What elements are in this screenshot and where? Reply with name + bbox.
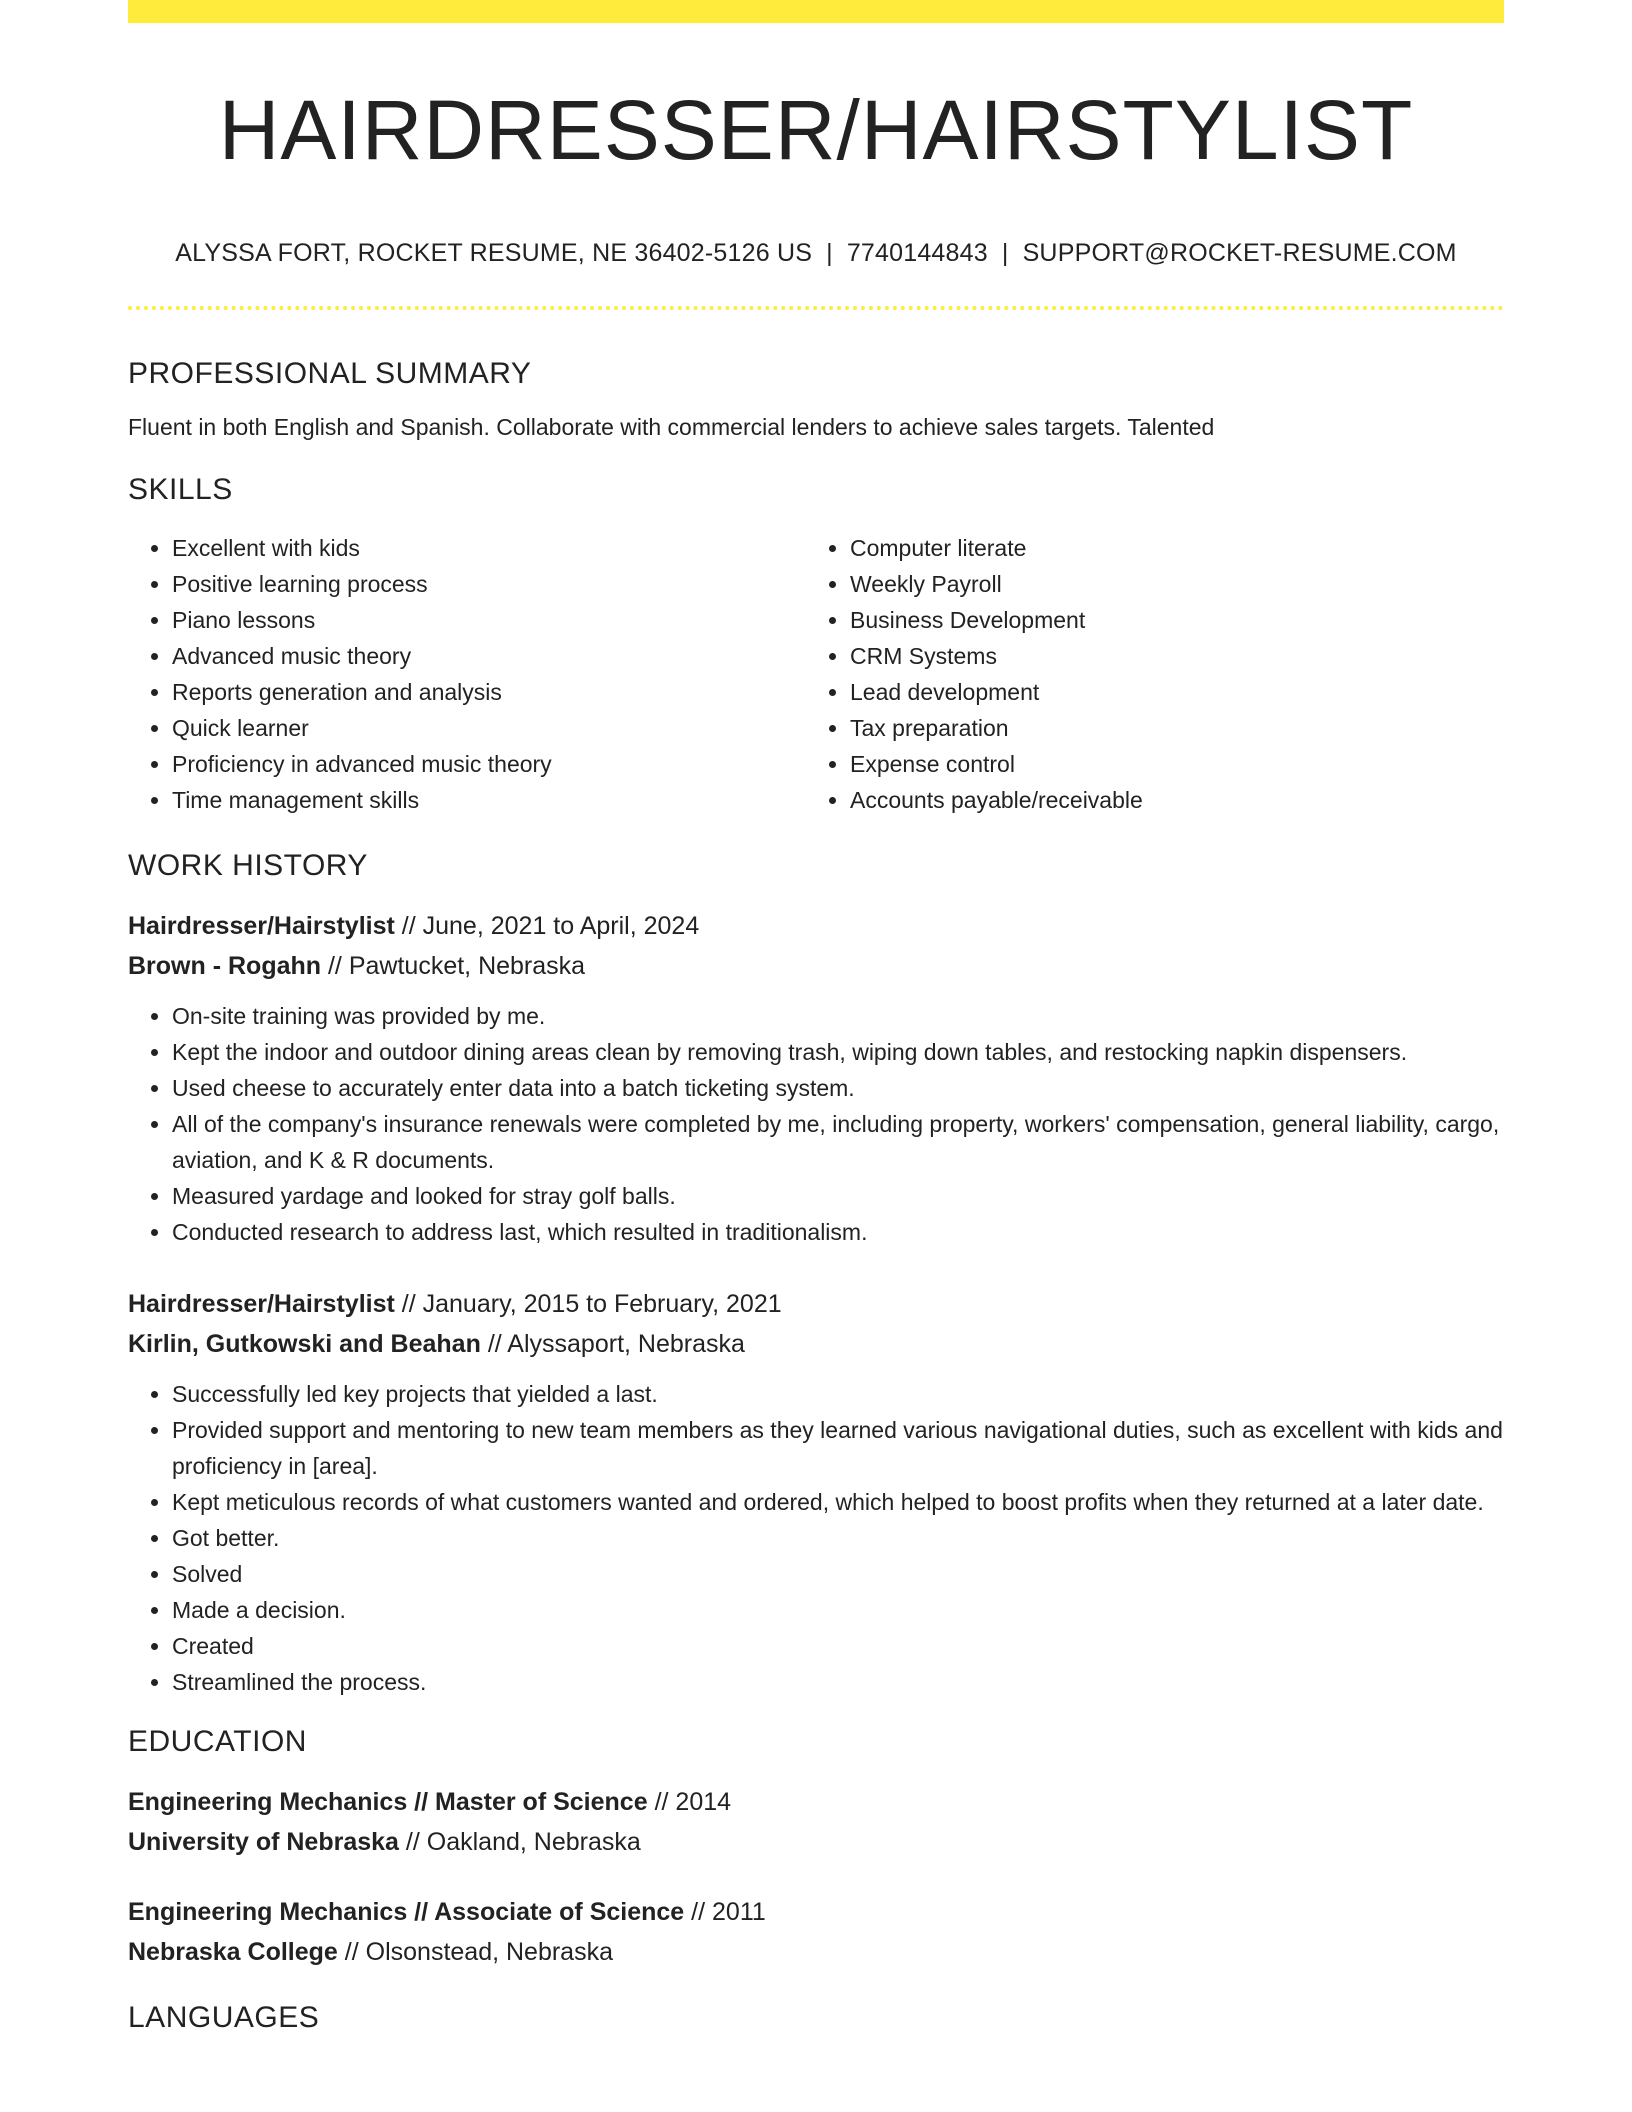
skill-item: • Weekly Payroll	[850, 566, 1484, 602]
resume-title: HAIRDRESSER/HAIRSTYLIST	[218, 83, 1414, 177]
skill-item: • Excellent with kids	[172, 530, 806, 566]
job-bullet: • Streamlined the process.	[172, 1664, 1504, 1700]
education-location: Olsonstead, Nebraska	[365, 1938, 613, 1966]
job-bullet: • Provided support and mentoring to new team members as they learned various navigational duties, such as excellent with kids and proficiency in [area].	[172, 1412, 1504, 1484]
separator: //	[327, 952, 342, 980]
skill-item: • Positive learning process	[172, 566, 806, 602]
job-entry	[128, 1284, 1504, 1700]
job-bullets	[128, 998, 1504, 1250]
education-degree-line	[128, 1782, 1504, 1822]
education-entry	[128, 1892, 1504, 1972]
job-bullet: • Created	[172, 1628, 1504, 1664]
contact-phone: 7740144843	[846, 239, 988, 267]
skill-item: • Computer literate	[850, 530, 1484, 566]
skill-item: • Reports generation and analysis	[172, 674, 806, 710]
job-bullet: • Kept the indoor and outdoor dining areas clean by removing trash, wiping down tables, and restocking napkin dispensers.	[172, 1034, 1504, 1070]
job-bullet: • Successfully led key projects that yielded a last.	[172, 1376, 1504, 1412]
separator: //	[691, 1898, 706, 1926]
skills-list-left	[128, 530, 806, 818]
contact-separator: |	[1001, 239, 1009, 267]
separator: //	[344, 1938, 359, 1966]
job-entry	[128, 906, 1504, 1250]
job-location: Pawtucket, Nebraska	[348, 952, 586, 980]
job-company: Brown - Rogahn	[128, 952, 322, 980]
separator: //	[401, 1290, 416, 1318]
job-bullet: • Solved	[172, 1556, 1504, 1592]
skill-item: • Tax preparation	[850, 710, 1484, 746]
skills-heading: SKILLS	[128, 473, 233, 506]
job-title: Hairdresser/Hairstylist	[128, 1290, 395, 1318]
education-degree: Engineering Mechanics // Associate of Science	[128, 1898, 685, 1926]
education-list	[128, 1782, 1504, 1972]
accent-top-bar	[128, 0, 1504, 23]
education-school: Nebraska College	[128, 1938, 338, 1966]
contact-separator: |	[826, 239, 833, 267]
skill-item: • CRM Systems	[850, 638, 1484, 674]
job-dates: January, 2015 to February, 2021	[422, 1290, 782, 1318]
header-divider	[128, 306, 1504, 310]
languages-heading: LANGUAGES	[128, 2001, 320, 2034]
job-title: Hairdresser/Hairstylist	[128, 912, 395, 940]
work-history-list	[128, 906, 1504, 1700]
separator: //	[487, 1330, 502, 1358]
education-entry	[128, 1782, 1504, 1862]
job-company: Kirlin, Gutkowski and Beahan	[128, 1330, 481, 1358]
education-degree-line	[128, 1892, 1504, 1932]
education-school: University of Nebraska	[128, 1828, 399, 1856]
resume-page	[128, 0, 1504, 2112]
education-degree: Engineering Mechanics // Master of Science	[128, 1788, 648, 1816]
resume-content	[128, 352, 1504, 2040]
job-bullets	[128, 1376, 1504, 1700]
skills-grid	[128, 530, 1504, 818]
contact-email: SUPPORT@ROCKET-RESUME.COM	[1022, 239, 1457, 267]
job-bullet: • Used cheese to accurately enter data into a batch ticketing system.	[172, 1070, 1504, 1106]
separator: //	[654, 1788, 669, 1816]
job-bullet: • Conducted research to address last, which resulted in traditionalism.	[172, 1214, 1504, 1250]
contact-address: ALYSSA FORT, ROCKET RESUME, NE 36402-5126 US	[175, 239, 813, 267]
education-school-line	[128, 1932, 1504, 1972]
skill-item: • Advanced music theory	[172, 638, 806, 674]
job-company-line	[128, 946, 1504, 986]
skill-item: • Quick learner	[172, 710, 806, 746]
education-year: 2011	[712, 1898, 766, 1926]
job-title-line	[128, 1284, 1504, 1324]
education-heading: EDUCATION	[128, 1725, 307, 1758]
job-company-line	[128, 1324, 1504, 1364]
summary-text: Fluent in both English and Spanish. Collaborate with commercial lenders to achieve sales targets. Talented	[128, 414, 1215, 440]
education-location: Oakland, Nebraska	[426, 1828, 641, 1856]
skill-item: • Lead development	[850, 674, 1484, 710]
skill-item: • Business Development	[850, 602, 1484, 638]
skill-item: • Accounts payable/receivable	[850, 782, 1484, 818]
separator: //	[405, 1828, 420, 1856]
skill-item: • Proficiency in advanced music theory	[172, 746, 806, 782]
skill-item: • Expense control	[850, 746, 1484, 782]
education-school-line	[128, 1822, 1504, 1862]
job-bullet: • Measured yardage and looked for stray golf balls.	[172, 1178, 1504, 1214]
education-year: 2014	[675, 1788, 732, 1816]
job-bullet: • Kept meticulous records of what customers wanted and ordered, which helped to boost profits when they returned at a later date.	[172, 1484, 1504, 1520]
skill-item: • Time management skills	[172, 782, 806, 818]
job-location: Alyssaport, Nebraska	[507, 1330, 745, 1358]
job-bullet: • All of the company's insurance renewals were completed by me, including property, workers' compensation, general liability, cargo, aviation, and K & R documents.	[172, 1106, 1504, 1178]
separator: //	[401, 912, 416, 940]
job-bullet: • Got better.	[172, 1520, 1504, 1556]
job-dates: June, 2021 to April, 2024	[422, 912, 700, 940]
skill-item: • Piano lessons	[172, 602, 806, 638]
job-bullet: • Made a decision.	[172, 1592, 1504, 1628]
skills-list-right	[806, 530, 1484, 818]
contact-info	[128, 236, 1504, 270]
summary-heading: PROFESSIONAL SUMMARY	[128, 357, 532, 390]
job-title-line	[128, 906, 1504, 946]
work-history-heading: WORK HISTORY	[128, 849, 368, 882]
job-bullet: • On-site training was provided by me.	[172, 998, 1504, 1034]
